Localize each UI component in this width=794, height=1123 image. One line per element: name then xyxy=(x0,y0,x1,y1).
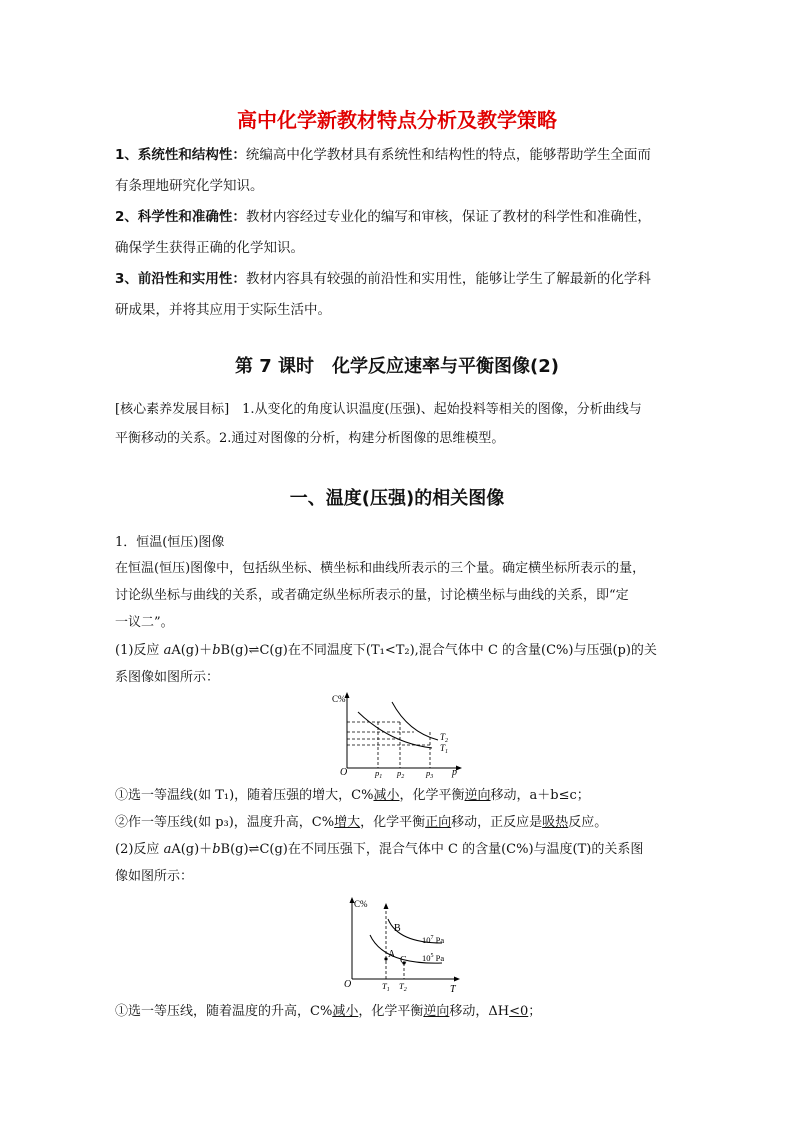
fig1-label-t1: $T_1$ xyxy=(440,743,449,755)
intro-line3: 一议二”。 xyxy=(115,615,174,630)
feature-2-head: 2、科学性和准确性： xyxy=(115,209,246,225)
feature-2 xyxy=(115,202,685,264)
fig2-tick-t1: $T_1$ xyxy=(382,981,390,993)
conclusion-2-line1: ①选一等压线，随着温度的升高，C%减小，化学平衡逆向移动，ΔH<0； xyxy=(115,1004,542,1019)
feature-1-line1: 统编高中化学教材具有系统性和结构性的特点，能够帮助学生全面而 xyxy=(245,147,651,163)
feature-3 xyxy=(115,264,685,326)
fig2-point-c: C xyxy=(400,955,407,966)
fig2-ylabel: C% xyxy=(354,899,368,909)
core-goal xyxy=(115,395,685,453)
fig1-label-t2: $T_2$ xyxy=(440,732,449,744)
lesson-title: 第 7 课时 化学反应速率与平衡图像(2) xyxy=(234,356,560,377)
reaction-1-paragraph xyxy=(115,637,685,691)
intro-line1: 在恒温(恒压)图像中，包括纵坐标、横坐标和曲线所表示的三个量。确定横坐标所表示的量， xyxy=(115,561,646,576)
feature-3-line2: 研成果，并将其应用于实际生活中。 xyxy=(115,302,331,318)
fig1-ylabel: C% xyxy=(332,694,346,704)
fig2-point-a: A xyxy=(388,949,396,960)
fig2-point-b: B xyxy=(394,923,401,934)
fig1-tick-p1: $p_1$ xyxy=(375,768,383,780)
page-title: 高中化学新教材特点分析及教学策略 xyxy=(237,108,557,132)
conclusion-1-line2: ②作一等压线(如 p₃)，温度升高，C%增大，化学平衡正向移动，正反应是吸热反应。 xyxy=(115,815,608,830)
fig2-label-1e5: $10^5$ Pa xyxy=(422,953,445,963)
conclusion-2 xyxy=(115,998,685,1025)
reaction-1-line2: 系图像如图所示： xyxy=(115,670,220,685)
feature-3-head: 3、前沿性和实用性： xyxy=(115,271,246,287)
intro-paragraph xyxy=(115,555,685,636)
equilibrium-arrow-icon: ⇌ xyxy=(248,842,260,857)
feature-1-head: 1、系统性和结构性： xyxy=(115,147,246,163)
feature-2-line1: 教材内容经过专业化的编写和审核，保证了教材的科学性和准确性， xyxy=(245,209,651,225)
fig2-origin: O xyxy=(344,979,352,990)
figure-cp-pressure xyxy=(320,688,470,780)
feature-3-line1: 教材内容具有较强的前沿性和实用性，能够让学生了解最新的化学科 xyxy=(245,271,651,287)
fig2-label-1e7: $10^7$ Pa xyxy=(422,935,445,945)
fig1-curve-t2 xyxy=(392,702,438,740)
core-goal-line2: 平衡移动的关系。2.通过对图像的分析，构建分析图像的思维模型。 xyxy=(115,431,505,446)
fig1-curve-t1 xyxy=(358,712,432,748)
feature-2-line2: 确保学生获得正确的化学知识。 xyxy=(115,240,304,256)
reaction-1-line1: (1)反应 aA(g)＋bB(g)⇌C(g)在不同温度下(T₁<T₂),混合气体中 C 的含量(C%)与压强(p)的关 xyxy=(115,643,657,658)
fig2-xlabel: T xyxy=(450,984,456,993)
equilibrium-arrow-icon: ⇌ xyxy=(248,643,260,658)
core-goal-line1: [核心素养发展目标] 1.从变化的角度认识温度(压强)、起始投料等相关的图像，分析曲线与 xyxy=(115,402,642,417)
subsection-heading: 1．恒温(恒压)图像 xyxy=(115,535,225,550)
fig1-guides xyxy=(347,722,430,768)
conclusion-1-line1: ①选一等温线(如 T₁)，随着压强的增大，C%减小，化学平衡逆向移动，a＋b≤c； xyxy=(115,788,590,803)
fig1-origin: O xyxy=(340,767,348,778)
reaction-2-line2: 像如图所示： xyxy=(115,869,194,884)
figure-cp-temperature xyxy=(338,893,468,993)
fig1-tick-p3: $p_3$ xyxy=(426,768,434,780)
section-title: 一、温度(压强)的相关图像 xyxy=(289,488,505,509)
feature-1-line2: 有条理地研究化学知识。 xyxy=(115,178,264,194)
fig1-tick-p2: $p_2$ xyxy=(397,768,405,780)
feature-1 xyxy=(115,140,685,202)
reaction-2-line1: (2)反应 aA(g)＋bB(g)⇌C(g)在不同压强下，混合气体中 C 的含量(C%)与温度(T)的关系图 xyxy=(115,842,644,857)
fig2-tick-t2: $T_2$ xyxy=(399,981,407,993)
intro-line2: 讨论纵坐标与曲线的关系，或者确定纵坐标所表示的量，讨论横坐标与曲线的关系，即“定 xyxy=(115,588,629,603)
fig1-xlabel: p xyxy=(452,767,457,778)
conclusion-1 xyxy=(115,782,685,890)
